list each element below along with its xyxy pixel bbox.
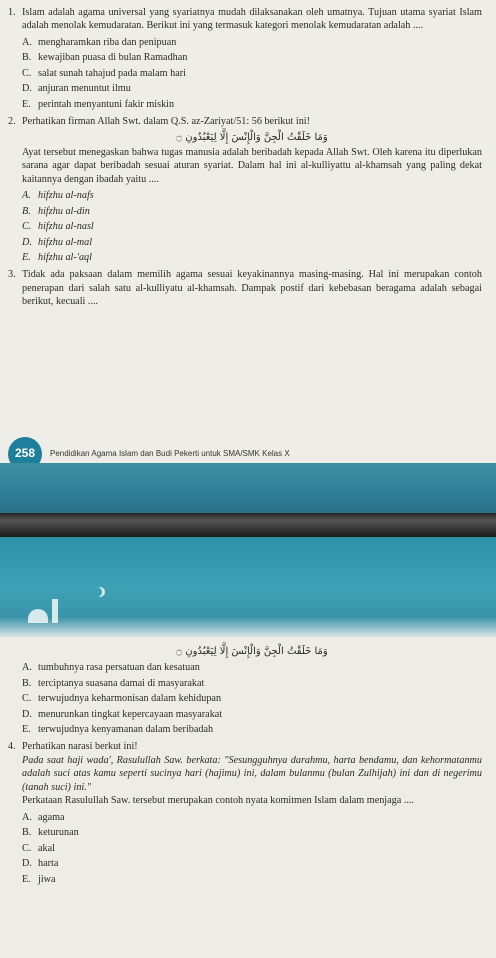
question-2 <box>0 115 482 264</box>
option-c[interactable]: C. hifzhu al-nasl <box>22 221 94 233</box>
option-list <box>22 811 482 886</box>
option-b[interactable]: B. keturunan <box>22 827 79 839</box>
option-d[interactable]: D. anjuran menuntut ilmu <box>22 83 131 95</box>
option-d[interactable]: D. menurunkan tingkat kepercayaan masyarakat <box>22 708 223 720</box>
option-d[interactable]: D. harta <box>22 858 59 870</box>
question-text: Perhatikan narasi berkut ini! <box>22 741 138 753</box>
option-b[interactable]: B. hifzhu al-din <box>22 205 90 217</box>
question-number: 4. <box>8 741 16 753</box>
option-e[interactable]: E. perintah menyantuni fakir miskin <box>22 98 175 110</box>
question-text: Perhatikan firman Allah Swt. dalam Q.S. az-Zariyat/51: 56 berikut ini! <box>22 116 311 128</box>
decorative-band-mosque <box>0 537 496 637</box>
book-title: Pendidikan Agama Islam dan Budi Pekerti untuk SMA/SMK Kelas X <box>50 448 290 458</box>
option-e[interactable]: E. jiwa <box>22 873 56 885</box>
crescent-icon <box>92 587 102 597</box>
question-text-continued: Perkataan Rasulullah Saw. tersebut merupakan contoh nyata komitmen Islam dalam menjaga .... <box>22 795 415 807</box>
arabic-verse: وَمَا خَلَقْتُ الْجِنَّ وَالْإِنْسَ إِلَّا لِيَعْبُدُونِ ۝ <box>176 131 328 143</box>
question-3 <box>0 268 482 308</box>
option-e[interactable]: E. terwujudnya kenyamanan dalam beribadah <box>22 724 214 735</box>
option-a[interactable]: A. tumbuhnya rasa persatuan dan kesatuan <box>22 662 200 674</box>
question-number: 2. <box>8 116 16 128</box>
option-list <box>22 36 482 111</box>
mosque-dome-icon <box>28 609 48 623</box>
decorative-band-top <box>0 463 496 513</box>
option-a[interactable]: A. agama <box>22 811 65 823</box>
mosque-minaret-icon <box>52 599 58 623</box>
page-gap <box>0 513 496 537</box>
option-c[interactable]: C. salat sunah tahajud pada malam hari <box>22 67 186 79</box>
question-text: Tidak ada paksaan dalam memilih agama sesuai keyakinannya masing-masing. Hal ini merupakan contoh penerapan dari salah satu al-kulliyatu al-khamsah. Dampak postif dari kebebasan beragama adalah sebagai berikut, kecuali .... <box>22 269 482 308</box>
option-a[interactable]: A. hifzhu al-nafs <box>22 190 94 202</box>
question-number: 3. <box>8 269 16 281</box>
option-b[interactable]: B. kewajiban puasa di bulan Ramadhan <box>22 52 188 64</box>
option-a[interactable]: A. mengharamkan riba dan penipuan <box>22 36 177 48</box>
option-list <box>22 189 482 264</box>
option-c[interactable]: C. terwujudnya keharmonisan dalam kehidupan <box>22 693 222 705</box>
page-number-badge: 258 <box>8 437 42 471</box>
option-d[interactable]: D. hifzhu al-mal <box>22 236 93 248</box>
narration-quote: Pada saat haji wada', Rasulullah Saw. berkata: "Sesungguhnya darahmu, harta bendamu, dan kehormatanmu adalah suci atas kamu seperti sucinya hari (hajimu) ini, dalam bulanmu (bulan Zulhijah) ini dan di negerimu (tanah suci) ini." <box>22 754 482 793</box>
option-c[interactable]: C. akal <box>22 842 55 854</box>
question-number: 1. <box>8 7 16 18</box>
question-3-continued <box>0 645 482 736</box>
page-bottom <box>0 637 496 958</box>
arabic-verse: وَمَا خَلَقْتُ الْجِنَّ وَالْإِنْسَ إِلَّا لِيَعْبُدُونِ ۝ <box>176 646 328 657</box>
question-4 <box>0 740 482 886</box>
option-list <box>22 661 482 736</box>
option-b[interactable]: B. terciptanya suasana damai di masyarakat <box>22 677 205 689</box>
question-text-continued: Ayat tersebut menegaskan bahwa tugas manusia adalah beribadah kepada Allah Swt. Oleh karena itu diperlukan sarana agar dapat beribadah sesuai aturan syariat. Dalam hal ini al-kulliyattu al-khamsah yang paling dekat kaitannya dengan ibadah yaitu .... <box>22 146 482 185</box>
question-text: Islam adalah agama universal yang syariatnya mudah dilaksanakan oleh umatnya. Tujuan utama syariat Islam adalah menolak kemudaratan. Berikut ini yang termasuk kategori menolak kemudaratan adalah .... <box>22 7 482 32</box>
option-e[interactable]: E. hifzhu al-'aql <box>22 251 92 263</box>
question-1 <box>0 6 482 111</box>
